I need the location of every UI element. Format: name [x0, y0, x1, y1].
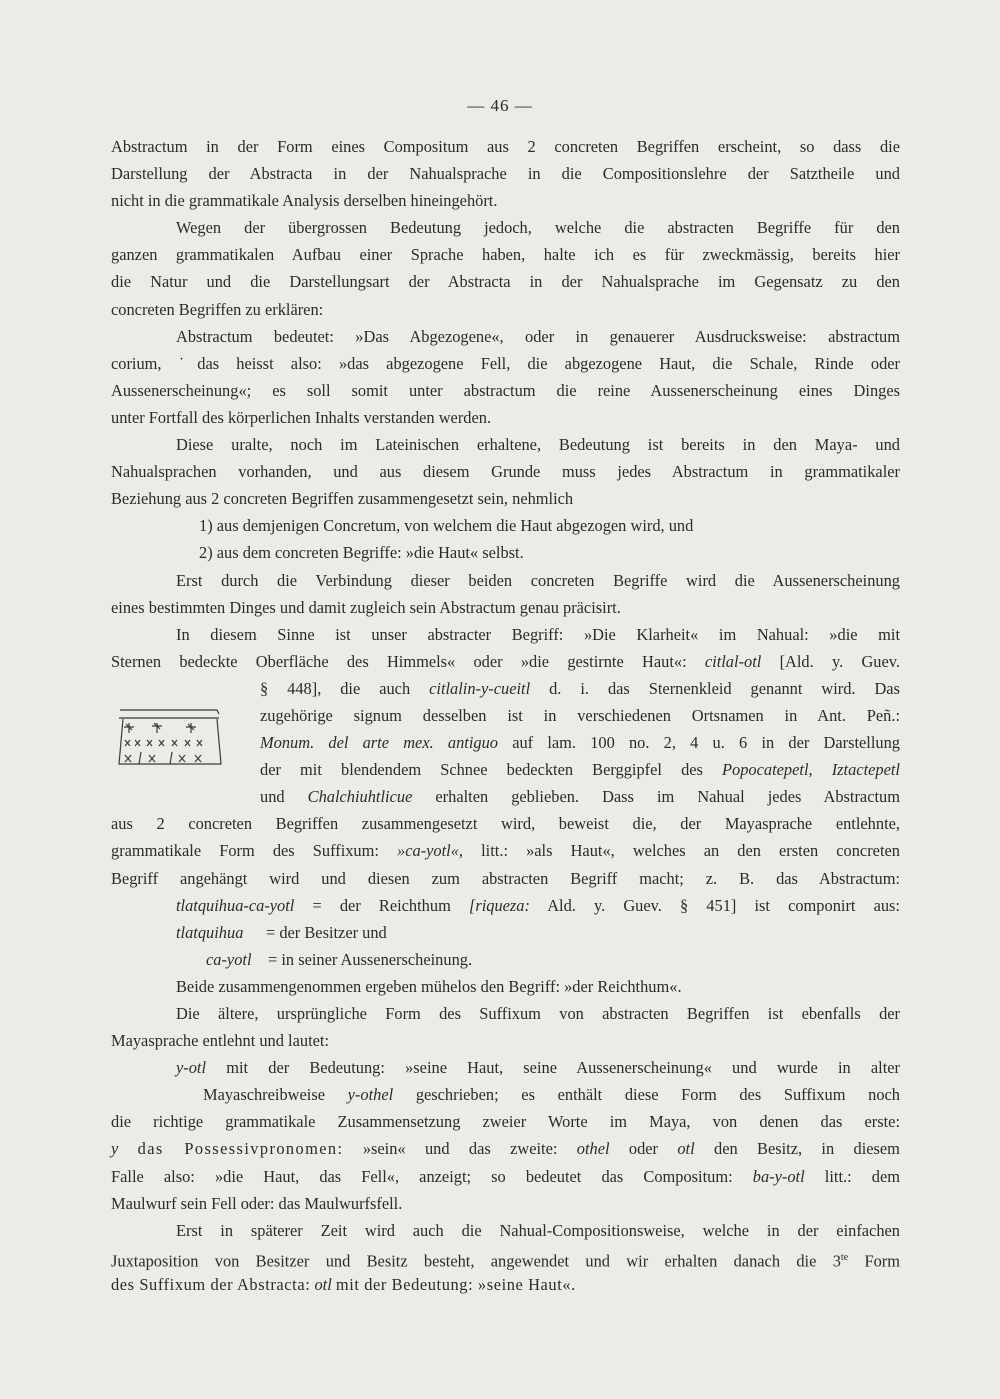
text-line: zugehörige signum desselben ist in verschiedenen Ortsnamen in Ant. Peñ.: [260, 705, 900, 725]
page-number: — 46 — [467, 96, 533, 115]
text-line: Erst durch die Verbindung dieser beiden concreten Begriffe wird die Aussenerscheinung [176, 570, 900, 590]
text-line: Diese uralte, noch im Lateinischen erhaltene, Bedeutung ist bereits in den Maya- und [176, 435, 900, 455]
text-line: und Chalchiuhtlicue erhalten geblieben. Dass im Nahual jedes Abstractum [260, 787, 900, 807]
text-line: die richtige grammatikale Zusammensetzung zweier Worte im Maya, von denen das erste: [111, 1112, 900, 1132]
text-line: Maulwurf sein Fell oder: das Maulwurfsfell. [111, 1193, 403, 1213]
text-line: § 448], die auch citlalin-y-cueitl d. i. das Sternenkleid genannt wird. Das [260, 678, 900, 698]
text-line: In diesem Sinne ist unser abstracter Begriff: »Die Klarheit« im Nahual: »die mit [176, 624, 900, 644]
text-line: Erst in späterer Zeit wird auch die Nahual-Compositionsweise, welche in der einfachen [176, 1220, 900, 1240]
text-line: Abstractum in der Form eines Compositum aus 2 concreten Begriffen erscheint, so dass die [111, 137, 900, 156]
text-line: nicht in die grammatikale Analysis derselben hineingehört. [111, 191, 498, 211]
text-line: Beide zusammengenommen ergeben mühelos den Begriff: »der Reichthum«. [176, 976, 682, 996]
text-line: 1) aus demjenigen Concretum, von welchem die Haut abgezogen wird, und [199, 516, 694, 536]
text-line: eines bestimmten Dinges und damit zugleich sein Abstractum genau präcisirt. [111, 597, 621, 617]
text-line: Nahualsprachen vorhanden, und aus diesem Grunde muss jedes Abstractum in grammatikaler [111, 462, 900, 482]
text-line: Monum. del arte mex. antiguo auf lam. 100 no. 2, 4 u. 6 in der Darstellung [260, 733, 900, 753]
text-line: Falle also: »die Haut, das Fell«, anzeigt; so bedeutet das Compositum: ba-y-otl litt.: dem [111, 1166, 900, 1186]
text-line: Aussenerscheinung«; es soll somit unter abstractum die reine Aussenerscheinung eines Dinges [111, 380, 900, 400]
text-line: Mayasprache entlehnt und lautet: [111, 1031, 330, 1051]
text-line: des Suffixum der Abstracta: otl mit der Bedeutung: »seine Haut«. [111, 1274, 576, 1294]
text-line: Begriff angehängt wird und diesen zum abstracten Begriff macht; z. B. das Abstractum: [111, 868, 900, 888]
text-line: Sternen bedeckte Oberfläche des Himmels« oder »die gestirnte Haut«: citlal-otl [Ald. y. Guev. [111, 651, 900, 671]
text-line: ca-yotl = in seiner Aussenerscheinung. [206, 949, 473, 969]
text-line: Die ältere, ursprüngliche Form des Suffixum von abstracten Begriffen ist ebenfalls der [176, 1004, 900, 1023]
text-line: Darstellung der Abstracta in der Nahualsprache in die Compositionslehre der Satztheile und [111, 164, 900, 184]
text-line: Beziehung aus 2 concreten Begriffen zusammengesetzt sein, nehmlich [111, 489, 574, 509]
text-line: Wegen der übergrossen Bedeutung jedoch, welche die abstracten Begriffe für den [176, 218, 900, 238]
text-line: die Natur und die Darstellungsart der Abstracta in der Nahualsprache im Gegensatz zu den [111, 272, 900, 292]
text-line: Abstractum bedeutet: »Das Abgezogene«, oder in genauerer Ausdrucksweise: abstractum [176, 326, 900, 346]
text-line: ganzen grammatikalen Aufbau einer Sprache haben, halte ich es für zweckmässig, bereits hier [111, 245, 900, 265]
text-line: tlatquihua = der Besitzer und [176, 922, 387, 942]
body-text [111, 133, 900, 1298]
text-line: y-otl mit der Bedeutung: »seine Haut, seine Aussenerscheinung« und wurde in alter [176, 1058, 900, 1078]
text-line: aus 2 concreten Begriffen zusammengesetzt wird, beweist die, der Mayasprache entlehnte, [111, 814, 900, 834]
text-line: grammatikale Form des Suffixum: »ca-yotl«, litt.: »als Haut«, welches an den ersten concreten [111, 841, 900, 861]
text-line: y das Possessivpronomen: »sein« und das zweite: othel oder otl den Besitz, in diesem [111, 1139, 900, 1159]
text-line: Juxtaposition von Besitzer und Besitz besteht, angewendet und wir erhalten danach die $3^{te}$ Form [111, 1251, 900, 1271]
text-line: tlatquihua-ca-yotl = der Reichthum [riqueza: Ald. y. Guev. § 451] ist componirt aus: [176, 895, 900, 915]
text-line: Mayaschreibweise y-othel geschrieben; es enthält diese Form des Suffixum noch [203, 1085, 900, 1105]
text-line: 2) aus dem concreten Begriffe: »die Haut« selbst. [199, 543, 524, 563]
text-line: concreten Begriffen zu erklären: [111, 299, 324, 319]
text-line: unter Fortfall des körperlichen Inhalts verstanden werden. [111, 407, 492, 427]
text-line: der mit blendendem Schnee bedeckten Berggipfel des Popocatepetl, Iztactepetl [260, 760, 900, 780]
text-line: corium, ˙das heisst also: »das abgezogene Fell, die abgezogene Haut, die Schale, Rinde oder [111, 353, 900, 373]
